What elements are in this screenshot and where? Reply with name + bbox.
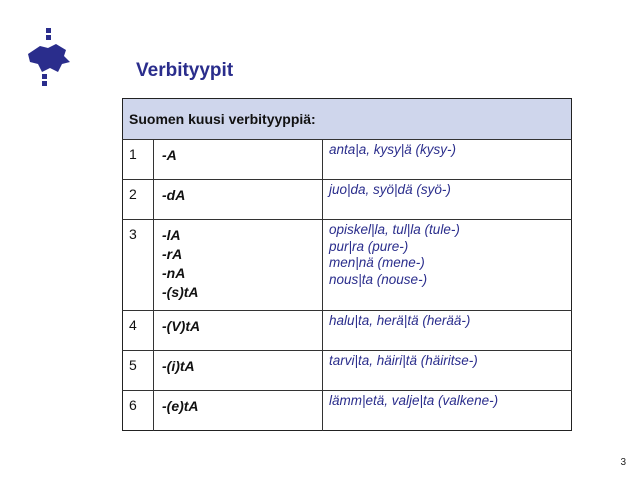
row-example: nous|ta (nouse-) (329, 271, 428, 287)
row-suffix: -(i)tA (154, 351, 323, 391)
row-suffix: -A (154, 140, 323, 180)
table-row (123, 391, 572, 431)
table-row (123, 311, 572, 351)
row-number: 5 (123, 351, 154, 391)
row-example-list (323, 220, 572, 311)
row-example: men|nä (mene-) (329, 255, 425, 270)
table-heading: Suomen kuusi verbityyppiä: (123, 99, 572, 140)
row-example: lämm|etä, valje|ta (valkene-) (323, 391, 572, 431)
row-example: tarvi|ta, häiri|tä (häiritse-) (323, 351, 572, 391)
table-row (123, 140, 572, 180)
university-logo-icon (18, 24, 78, 86)
row-example: opiskel|la, tul|la (tule-) (329, 222, 460, 237)
row-suffix: -(s)tA (162, 284, 199, 300)
row-example: anta|a, kysy|ä (kysy-) (323, 140, 572, 180)
row-suffix-list (154, 220, 323, 311)
slide-title: Verbityypit (136, 60, 234, 81)
page-number: 3 (620, 457, 626, 468)
row-suffix: -(V)tA (154, 311, 323, 351)
row-number: 1 (123, 140, 154, 180)
row-example: pur|ra (pure-) (329, 238, 409, 254)
row-example: juo|da, syö|dä (syö-) (323, 180, 572, 220)
table-row (123, 180, 572, 220)
table-row (123, 351, 572, 391)
table-row (123, 220, 572, 311)
row-number: 4 (123, 311, 154, 351)
row-suffix: -(e)tA (154, 391, 323, 431)
row-suffix: -dA (154, 180, 323, 220)
row-number: 2 (123, 180, 154, 220)
row-example: halu|ta, herä|tä (herää-) (323, 311, 572, 351)
row-number: 6 (123, 391, 154, 431)
row-suffix: -nA (162, 265, 186, 281)
verb-types-table (122, 98, 572, 431)
row-suffix: -lA (162, 227, 181, 243)
row-suffix: -rA (162, 246, 183, 262)
row-number: 3 (123, 220, 154, 311)
